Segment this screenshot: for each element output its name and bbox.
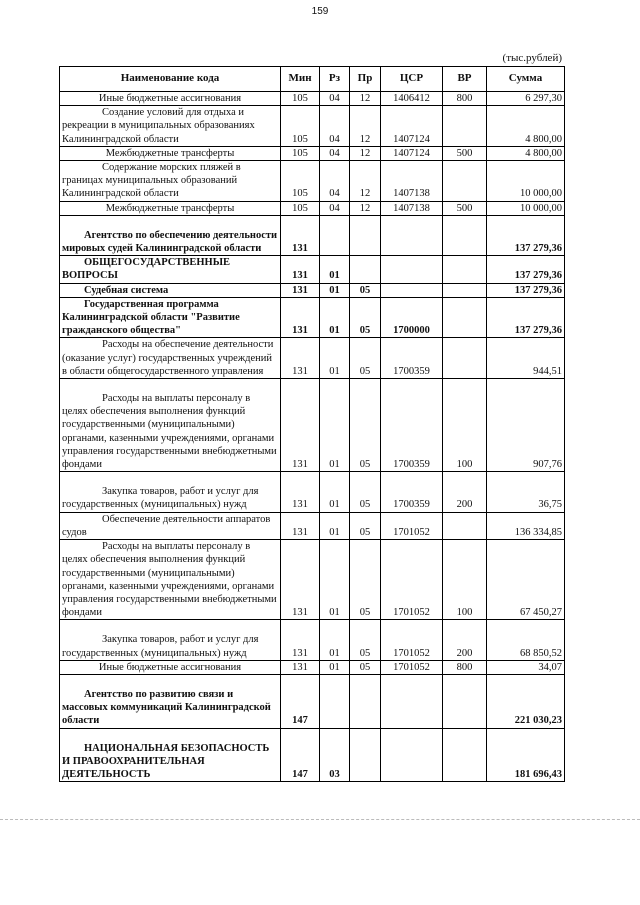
row-rz: 01 <box>320 540 350 620</box>
row-pr: 05 <box>350 379 381 472</box>
row-sum: 68 850,52 <box>487 620 565 660</box>
row-min: 131 <box>281 283 320 297</box>
row-csr: 1407138 <box>381 201 443 215</box>
row-csr: 1407124 <box>381 106 443 147</box>
row-csr: 1406412 <box>381 92 443 106</box>
row-pr <box>350 728 381 782</box>
row-sum: 136 334,85 <box>487 512 565 539</box>
row-rz: 04 <box>320 146 350 160</box>
row-name: Расходы на выплаты персоналу в целях обеспечения выполнения функций государственными (муниципальными) органами, казенными учреждениями, органами управления государственными внебюджетными фондами <box>60 540 281 620</box>
row-sum: 944,51 <box>487 338 565 379</box>
row-csr: 1701052 <box>381 620 443 660</box>
row-sum: 4 800,00 <box>487 106 565 147</box>
row-min: 131 <box>281 297 320 338</box>
row-sum: 137 279,36 <box>487 256 565 283</box>
row-pr: 05 <box>350 338 381 379</box>
row-name: Межбюджетные трансферты <box>60 201 281 215</box>
row-rz: 03 <box>320 728 350 782</box>
row-name: Государственная программа Калининградской области "Развитие гражданского общества" <box>60 297 281 338</box>
row-vr: 500 <box>443 146 487 160</box>
row-name: ОБЩЕГОСУДАРСТВЕННЫЕ ВОПРОСЫ <box>60 256 281 283</box>
row-rz: 04 <box>320 201 350 215</box>
row-sum: 6 297,30 <box>487 92 565 106</box>
table-row <box>60 728 565 782</box>
row-min: 131 <box>281 215 320 255</box>
row-vr <box>443 283 487 297</box>
row-pr: 05 <box>350 660 381 674</box>
row-sum: 67 450,27 <box>487 540 565 620</box>
page-number: 159 <box>311 6 329 17</box>
row-vr: 500 <box>443 201 487 215</box>
row-pr: 12 <box>350 106 381 147</box>
row-pr: 05 <box>350 283 381 297</box>
row-pr <box>350 674 381 728</box>
row-name: Агентство по развитию связи и массовых коммуникаций Калининградской области <box>60 674 281 728</box>
row-csr: 1700359 <box>381 338 443 379</box>
row-csr <box>381 256 443 283</box>
units-label: (тыс.рублей) <box>502 52 562 64</box>
row-vr: 100 <box>443 379 487 472</box>
table-row <box>60 512 565 539</box>
table-row <box>60 472 565 512</box>
row-rz: 01 <box>320 283 350 297</box>
row-min: 131 <box>281 256 320 283</box>
row-name: Обеспечение деятельности аппаратов судов <box>60 512 281 539</box>
row-csr: 1701052 <box>381 540 443 620</box>
row-sum: 10 000,00 <box>487 161 565 202</box>
row-csr: 1700000 <box>381 297 443 338</box>
row-rz: 01 <box>320 379 350 472</box>
row-name: Судебная система <box>60 283 281 297</box>
table-row <box>60 92 565 106</box>
row-vr: 800 <box>443 92 487 106</box>
row-name: Иные бюджетные ассигнования <box>60 92 281 106</box>
col-header-sum: Сумма <box>487 67 565 92</box>
row-name: Закупка товаров, работ и услуг для государственных (муниципальных) нужд <box>60 620 281 660</box>
table-row <box>60 660 565 674</box>
row-pr: 12 <box>350 161 381 202</box>
col-header-rz: Рз <box>320 67 350 92</box>
table-row <box>60 540 565 620</box>
row-rz <box>320 215 350 255</box>
row-pr <box>350 256 381 283</box>
row-vr <box>443 256 487 283</box>
row-rz: 01 <box>320 660 350 674</box>
table-row <box>60 256 565 283</box>
col-header-min: Мин <box>281 67 320 92</box>
row-sum: 10 000,00 <box>487 201 565 215</box>
row-rz: 01 <box>320 620 350 660</box>
row-min: 147 <box>281 728 320 782</box>
row-min: 131 <box>281 379 320 472</box>
col-header-vr: ВР <box>443 67 487 92</box>
row-rz: 01 <box>320 512 350 539</box>
table-row <box>60 283 565 297</box>
row-min: 131 <box>281 660 320 674</box>
row-name: Расходы на выплаты персоналу в целях обеспечения выполнения функций государственными (муниципальными) органами, казенными учреждениями, органами управления государственными внебюджетными фондами <box>60 379 281 472</box>
row-vr <box>443 728 487 782</box>
table-row <box>60 379 565 472</box>
row-sum: 36,75 <box>487 472 565 512</box>
row-min: 147 <box>281 674 320 728</box>
row-min: 131 <box>281 540 320 620</box>
row-rz: 01 <box>320 297 350 338</box>
row-name: Межбюджетные трансферты <box>60 146 281 160</box>
row-rz <box>320 674 350 728</box>
row-sum: 137 279,36 <box>487 215 565 255</box>
row-pr: 12 <box>350 201 381 215</box>
row-pr: 05 <box>350 472 381 512</box>
row-name: Агентство по обеспечению деятельности мировых судей Калининградской области <box>60 215 281 255</box>
budget-table <box>59 66 565 782</box>
row-rz: 01 <box>320 256 350 283</box>
row-min: 131 <box>281 338 320 379</box>
row-pr: 05 <box>350 297 381 338</box>
row-sum: 137 279,36 <box>487 297 565 338</box>
table-row <box>60 201 565 215</box>
row-csr <box>381 674 443 728</box>
row-sum: 181 696,43 <box>487 728 565 782</box>
row-min: 105 <box>281 146 320 160</box>
row-pr: 12 <box>350 92 381 106</box>
row-vr <box>443 106 487 147</box>
row-rz: 01 <box>320 338 350 379</box>
row-min: 131 <box>281 512 320 539</box>
table-row <box>60 620 565 660</box>
row-pr: 05 <box>350 540 381 620</box>
row-vr <box>443 674 487 728</box>
col-header-csr: ЦСР <box>381 67 443 92</box>
row-sum: 4 800,00 <box>487 146 565 160</box>
row-vr: 200 <box>443 472 487 512</box>
table-row <box>60 215 565 255</box>
table-row <box>60 297 565 338</box>
table-row <box>60 106 565 147</box>
row-csr: 1407138 <box>381 161 443 202</box>
row-vr <box>443 161 487 202</box>
row-min: 105 <box>281 106 320 147</box>
row-pr: 05 <box>350 512 381 539</box>
row-csr: 1700359 <box>381 379 443 472</box>
row-rz: 04 <box>320 92 350 106</box>
row-vr: 200 <box>443 620 487 660</box>
row-sum: 34,07 <box>487 660 565 674</box>
row-vr: 800 <box>443 660 487 674</box>
table-header-row <box>60 67 565 92</box>
row-name: Закупка товаров, работ и услуг для государственных (муниципальных) нужд <box>60 472 281 512</box>
row-min: 131 <box>281 472 320 512</box>
row-pr <box>350 215 381 255</box>
row-sum: 907,76 <box>487 379 565 472</box>
row-min: 105 <box>281 201 320 215</box>
row-vr <box>443 512 487 539</box>
page-divider <box>0 819 640 820</box>
row-name: Иные бюджетные ассигнования <box>60 660 281 674</box>
col-header-pr: Пр <box>350 67 381 92</box>
row-sum: 137 279,36 <box>487 283 565 297</box>
row-csr <box>381 728 443 782</box>
table-row <box>60 146 565 160</box>
row-csr: 1701052 <box>381 660 443 674</box>
row-csr: 1700359 <box>381 472 443 512</box>
row-csr <box>381 283 443 297</box>
table-row <box>60 161 565 202</box>
row-pr: 05 <box>350 620 381 660</box>
row-csr: 1407124 <box>381 146 443 160</box>
table-row <box>60 338 565 379</box>
row-rz: 01 <box>320 472 350 512</box>
row-rz: 04 <box>320 106 350 147</box>
row-csr: 1701052 <box>381 512 443 539</box>
row-name: Содержание морских пляжей в границах муниципальных образований Калининградской области <box>60 161 281 202</box>
row-rz: 04 <box>320 161 350 202</box>
row-vr: 100 <box>443 540 487 620</box>
col-header-name: Наименование кода <box>60 67 281 92</box>
table-row <box>60 674 565 728</box>
row-vr <box>443 297 487 338</box>
row-min: 105 <box>281 92 320 106</box>
row-min: 131 <box>281 620 320 660</box>
row-pr: 12 <box>350 146 381 160</box>
row-sum: 221 030,23 <box>487 674 565 728</box>
row-name: НАЦИОНАЛЬНАЯ БЕЗОПАСНОСТЬ И ПРАВООХРАНИТЕЛЬНАЯ ДЕЯТЕЛЬНОСТЬ <box>60 728 281 782</box>
row-vr <box>443 215 487 255</box>
row-name: Расходы на обеспечение деятельности (оказание услуг) государственных учреждений в области общегосударственного управления <box>60 338 281 379</box>
row-min: 105 <box>281 161 320 202</box>
row-name: Создание условий для отдыха и рекреации в муниципальных образованиях Калининградской области <box>60 106 281 147</box>
row-vr <box>443 338 487 379</box>
row-csr <box>381 215 443 255</box>
